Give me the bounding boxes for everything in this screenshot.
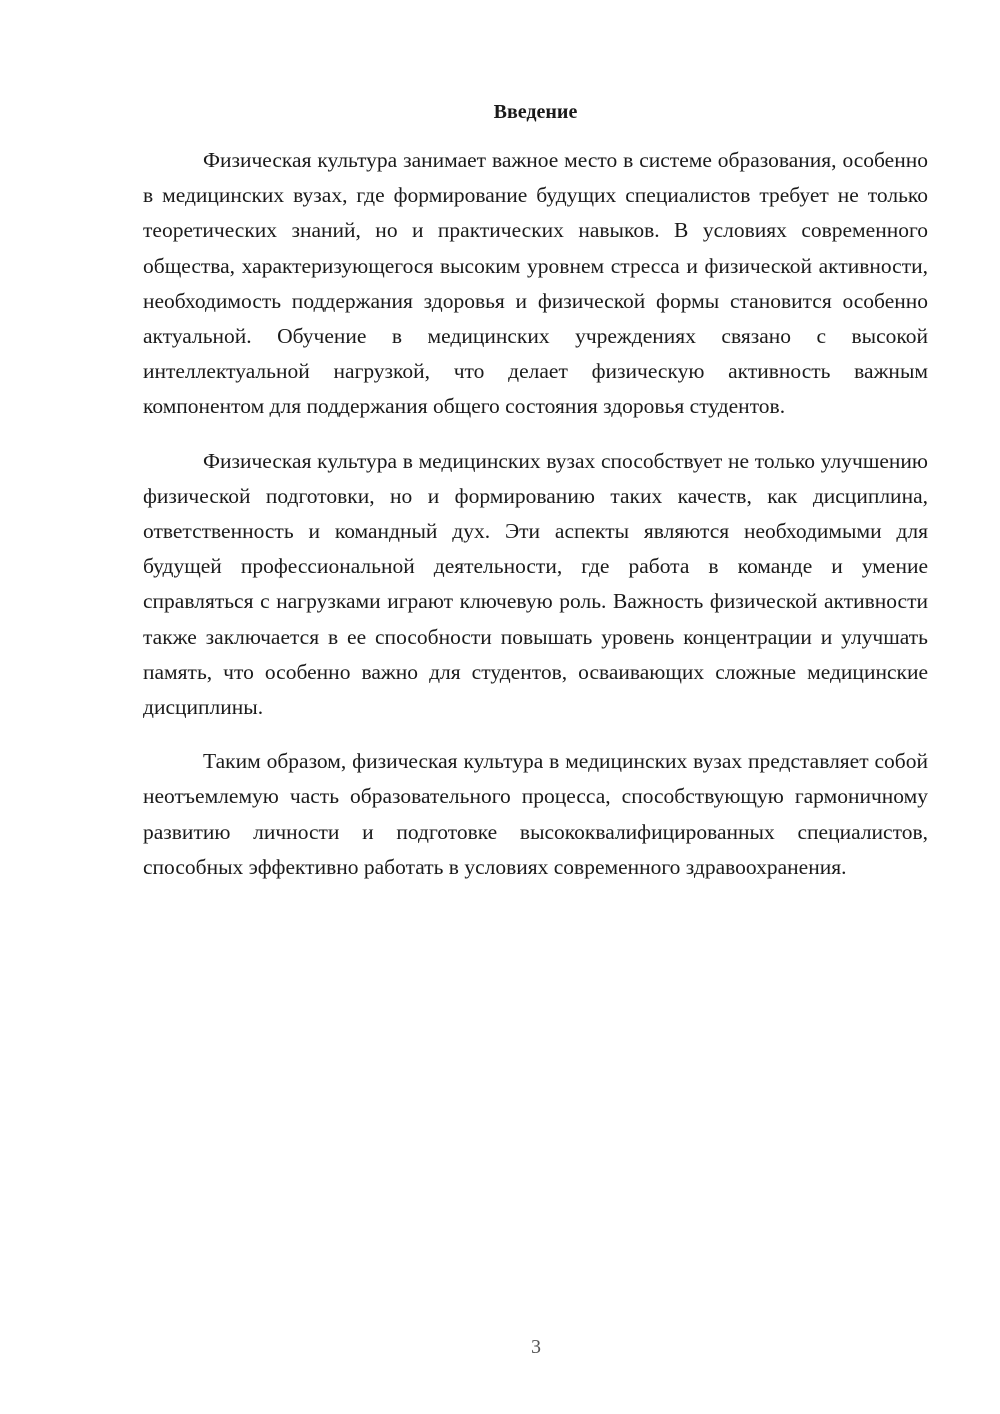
page-title: Введение — [493, 101, 578, 123]
paragraph: Таким образом, физическая культура в медицинских вузах представляет собой неотъемлемую часть образовательного процесса, способствующую гармоничному развитию личности и подготовке высококвалифицированных специалистов, способных эффективно работать в условиях современного здравоохранения. — [143, 749, 928, 879]
paragraph: Физическая культура в медицинских вузах способствует не только улучшению физической подготовки, но и формированию таких качеств, как дисциплина, ответственность и командный дух. Эти аспекты являются необходимыми для будущей профессиональной деятельности, где работа в команде и умение справляться с нагрузками играют ключевую роль. Важность физической активности также заключается в ее способности повышать уровень концентрации и улучшать память, что особенно важно для студентов, осваивающих сложные медицинские дисциплины. — [143, 448, 928, 720]
page-number: 3 — [531, 1336, 541, 1358]
body-text — [143, 143, 928, 885]
paragraph: Физическая культура занимает важное место в системе образования, особенно в медицинских вузах, где формирование будущих специалистов требует не только теоретических знаний, но и практических навыков. В условиях современного общества, характеризующегося высоким уровнем стресса и физической активности, необходимость поддержания здоровья и физической формы становится особенно актуальной. Обучение в медицинских учреждениях связано с высокой интеллектуальной нагрузкой, что делает физическую активность важным компонентом для поддержания общего состояния здоровья студентов. — [143, 148, 928, 419]
